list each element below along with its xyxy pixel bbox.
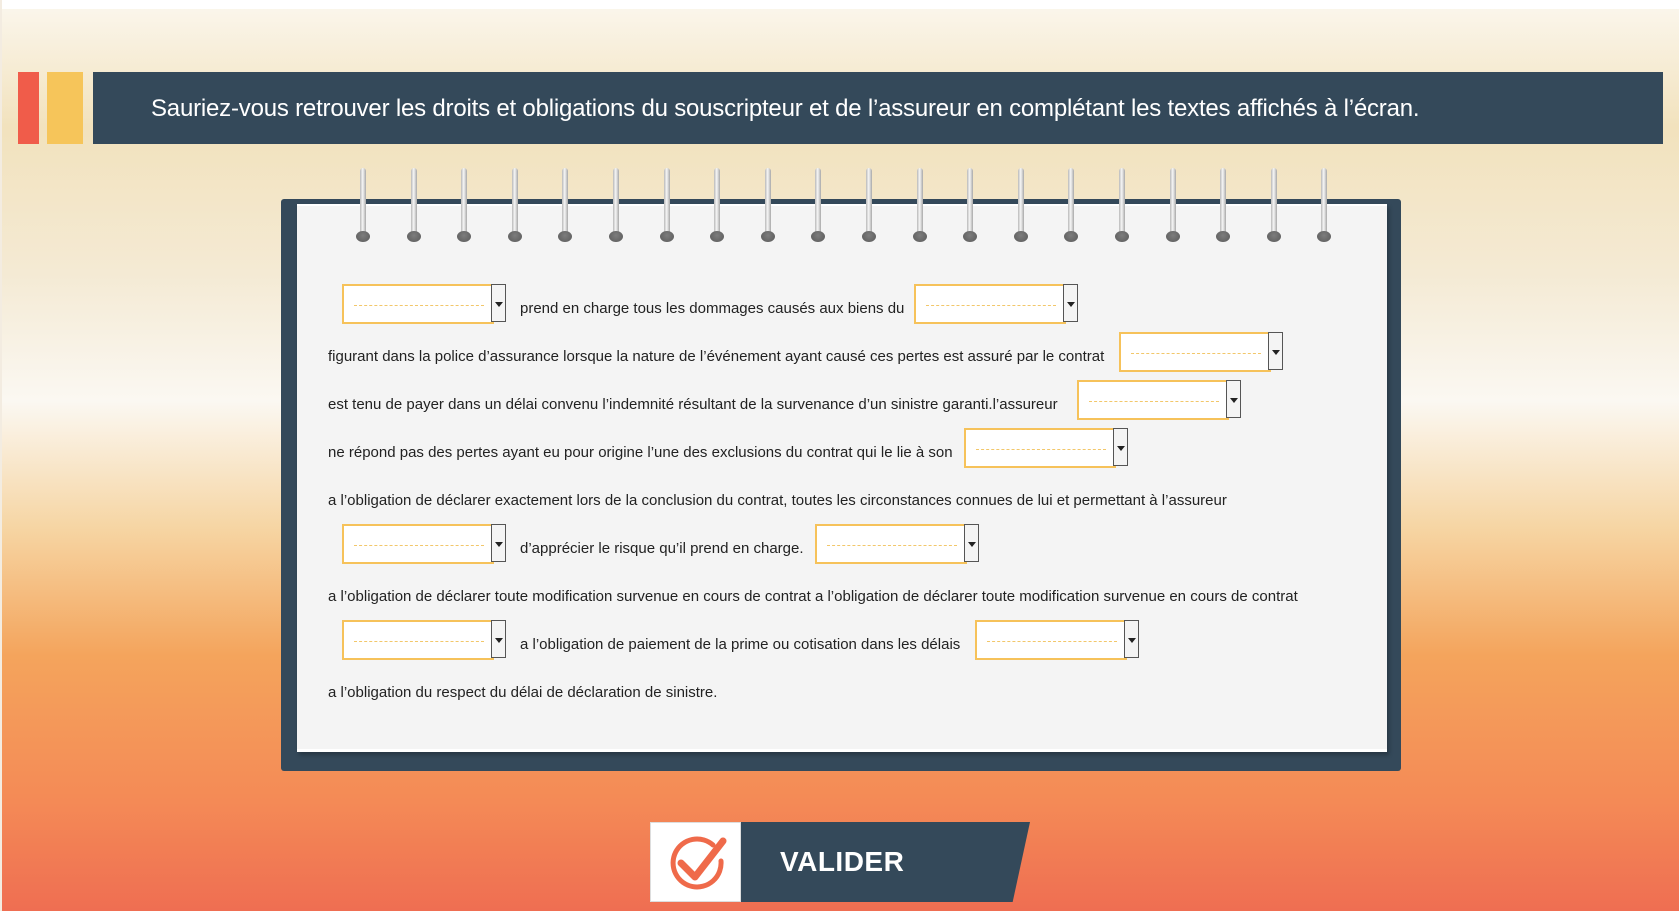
exercise-text-5: a l’obligation de déclarer exactement lors de la conclusion du contrat, toutes les circonstances connues de lui et permettant à l’assureur — [328, 492, 1227, 509]
top-border — [0, 0, 1679, 9]
spiral-ring — [1064, 168, 1078, 248]
spiral-ring — [913, 168, 927, 248]
spiral-ring — [1267, 168, 1281, 248]
spiral-ring — [558, 168, 572, 248]
spiral-ring — [761, 168, 775, 248]
answer-dropdown-4[interactable] — [1077, 380, 1243, 420]
spiral-ring — [1317, 168, 1331, 248]
answer-dropdown-2[interactable] — [914, 284, 1080, 324]
exercise-text-6: d’apprécier le risque qu’il prend en charge. — [520, 540, 804, 557]
answer-dropdown-8[interactable] — [342, 620, 508, 660]
validate-icon-box[interactable] — [650, 822, 741, 902]
spiral-ring — [963, 168, 977, 248]
spiral-ring — [609, 168, 623, 248]
spiral-ring — [457, 168, 471, 248]
chevron-down-icon[interactable] — [1113, 428, 1128, 466]
spiral-ring — [356, 168, 370, 248]
validate-label[interactable]: VALIDER — [780, 846, 905, 877]
chevron-down-icon[interactable] — [491, 524, 506, 562]
chevron-down-icon[interactable] — [491, 284, 506, 322]
answer-dropdown-9[interactable] — [975, 620, 1141, 660]
chevron-down-icon[interactable] — [1124, 620, 1139, 658]
chevron-down-icon[interactable] — [1226, 380, 1241, 418]
exercise-text-1: prend en charge tous les dommages causés aux biens du — [520, 300, 905, 317]
header-accent-yellow — [47, 72, 83, 144]
checkmark-circle-icon — [651, 823, 742, 903]
spiral-ring — [1216, 168, 1230, 248]
spiral-ring — [1115, 168, 1129, 248]
exercise-text-2: figurant dans la police d’assurance lorsque la nature de l’événement ayant causé ces pertes est assuré par le contrat — [328, 348, 1105, 365]
answer-dropdown-3[interactable] — [1119, 332, 1285, 372]
spiral-ring — [407, 168, 421, 248]
spiral-ring — [710, 168, 724, 248]
spiral-ring — [862, 168, 876, 248]
exercise-text-3: est tenu de payer dans un délai convenu l’indemnité résultant de la survenance d’un sinistre garanti.l’assureur — [328, 396, 1058, 413]
answer-dropdown-7[interactable] — [815, 524, 981, 564]
spiral-ring — [660, 168, 674, 248]
chevron-down-icon[interactable] — [1268, 332, 1283, 370]
chevron-down-icon[interactable] — [491, 620, 506, 658]
validate-button[interactable] — [650, 822, 1030, 902]
chevron-down-icon[interactable] — [964, 524, 979, 562]
answer-dropdown-1[interactable] — [342, 284, 508, 324]
chevron-down-icon[interactable] — [1063, 284, 1078, 322]
spiral-ring — [1166, 168, 1180, 248]
spiral-ring — [811, 168, 825, 248]
spiral-ring — [508, 168, 522, 248]
spiral-ring — [1014, 168, 1028, 248]
exercise-text-9: a l’obligation du respect du délai de déclaration de sinistre. — [328, 684, 718, 701]
exercise-text-8: a l’obligation de paiement de la prime ou cotisation dans les délais — [520, 636, 961, 653]
page-title: Sauriez-vous retrouver les droits et obligations du souscripteur et de l’assureur en complétant les textes affichés à l’écran. — [151, 95, 1420, 122]
header-accent-red — [18, 72, 39, 144]
left-border — [0, 0, 2, 911]
exercise-text-4: ne répond pas des pertes ayant eu pour origine l’une des exclusions du contrat qui le lie à son — [328, 444, 953, 461]
exercise-text-7: a l’obligation de déclarer toute modification survenue en cours de contrat a l’obligation de déclarer toute modification survenue en cours de contrat — [328, 588, 1298, 605]
answer-dropdown-5[interactable] — [964, 428, 1130, 468]
answer-dropdown-6[interactable] — [342, 524, 508, 564]
